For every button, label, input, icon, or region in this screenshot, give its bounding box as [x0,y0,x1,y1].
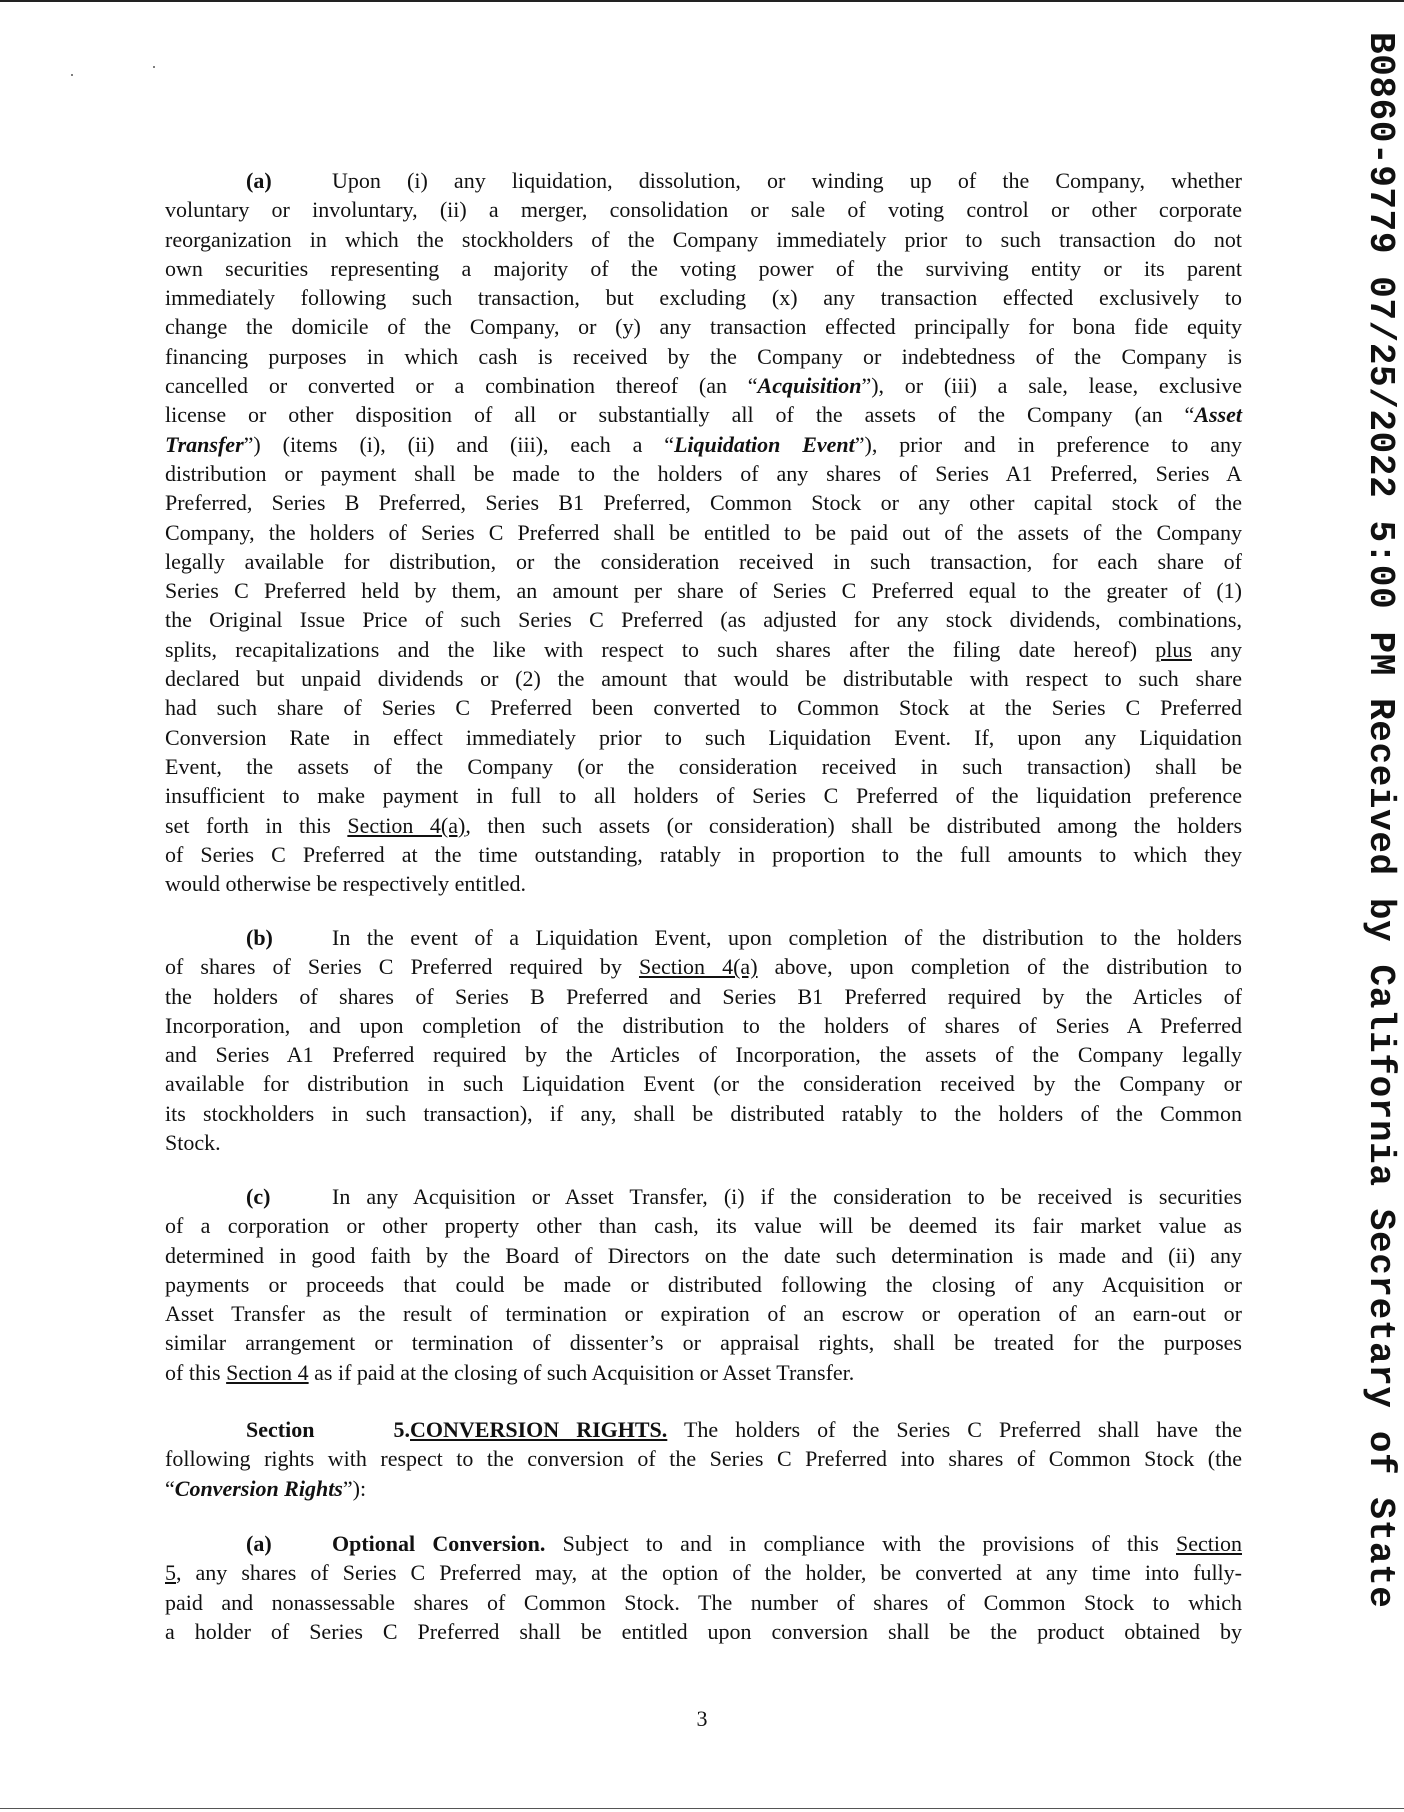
text-run: Subject to and in compliance with the provisions of this [545,1531,1176,1556]
text-run: “ [165,1475,175,1501]
section-reference: Section [1176,1531,1242,1556]
text-run: Event, the assets of the Company (or the consideration received in such transaction) shall be [165,753,1242,779]
text-run: the holders of shares of Series B Preferred and Series B1 Preferred required by the Articles of [165,983,1242,1009]
text-line [165,225,1242,254]
text-line [165,488,1242,517]
text-run: license or other disposition of all or substantially all of the assets of the Company (an “ [165,402,1195,428]
text-run: Upon (i) any liquidation, dissolution, or winding up of the Company, whether [332,168,1242,193]
text-run: Asset Transfer as the result of termination or expiration of an escrow or operation of an earn-out or [165,1301,1242,1327]
text-run: , any shares of Series C Preferred may, at the option of the holder, be converted at any time into fully- [176,1560,1242,1586]
text-line [165,312,1242,341]
text-line [165,400,1242,429]
text-run: of Series C Preferred at the time outstanding, ratably in proportion to the full amounts to which they [165,841,1242,867]
text-line [165,605,1242,634]
text-line [165,459,1242,488]
paragraph-section-4a [165,166,1242,898]
text-run: cancelled or converted or a combination thereof (an “ [165,373,758,399]
top-border [0,0,1404,2]
text-run: immediately following such transaction, but excluding (x) any transaction effected exclusively to [165,285,1242,311]
text-run: ”) (items (i), (ii) and (iii), each a “ [243,431,674,457]
text-line [165,752,1242,781]
section-label: (a) [246,168,272,193]
text-run: change the domicile of the Company, or (y) any transaction effected principally for bona fide equity [165,314,1242,340]
scan-speck [71,74,73,76]
text-line [165,664,1242,693]
text-line [165,371,1242,400]
section-reference: plus [1155,636,1192,662]
section-reference: Section 4(a) [347,812,466,838]
text-line [165,1241,1242,1270]
section-reference: Section 4 [226,1359,309,1385]
text-line [165,840,1242,869]
paragraph-section-4c [165,1182,1242,1387]
section-reference: Section 4(a) [639,954,758,980]
text-line [165,576,1242,605]
text-run: determined in good faith by the Board of Directors on the date such determination is made and (ii) any [165,1242,1242,1268]
filing-stamp: B0860-9779 07/25/2022 5:00 PM Received by California Secretary of State [1360,32,1401,1609]
text-run: the Original Issue Price of such Series C Preferred (as adjusted for any stock dividends, combinations, [165,607,1242,633]
text-run: its stockholders in such transaction), if any, shall be distributed ratably to the holders of the Common [165,1100,1242,1126]
page-number: 3 [696,1706,708,1731]
text-run: available for distribution in such Liquidation Event (or the consideration received by the Company or [165,1071,1242,1097]
text-line [165,1415,1242,1444]
text-line [165,1558,1242,1587]
text-line [165,430,1242,459]
text-run: Preferred, Series B Preferred, Series B1 Preferred, Common Stock or any other capital stock of the [165,490,1242,516]
text-run: any [1191,636,1242,662]
text-line [165,1040,1242,1069]
text-line [165,1617,1242,1646]
emphasized-term: Optional Conversion. [332,1531,546,1556]
text-run: , then such assets (or consideration) shall be distributed among the holders [465,812,1243,838]
text-run: ”), or (iii) a sale, lease, exclusive [861,373,1242,399]
text-line [165,1099,1242,1128]
text-run: financing purposes in which cash is received by the Company or indebtedness of the Company is [165,343,1242,369]
text-line [165,869,1242,898]
text-line [165,342,1242,371]
text-run: declared but unpaid dividends or (2) the amount that would be distributable with respect to such share [165,666,1242,692]
paragraph-section-5 [165,1415,1242,1503]
text-run: as if paid at the closing of such Acquisition or Asset Transfer. [308,1359,855,1385]
text-line [165,952,1242,981]
emphasized-term: Transfer [165,431,244,457]
text-run: of this [165,1359,227,1385]
text-line [165,1529,1242,1558]
text-run: paid and nonassessable shares of Common Stock. The number of shares of Common Stock to which [165,1589,1242,1615]
text-line [165,195,1242,224]
text-run: Conversion Rate in effect immediately prior to such Liquidation Event. If, upon any Liquidation [165,724,1242,750]
text-run: set forth in this [165,812,348,838]
emphasized-term: Liquidation Event [673,431,855,457]
text-line [165,283,1242,312]
emphasized-term: Asset [1194,402,1242,428]
text-line [165,1444,1242,1473]
text-line [165,1474,1242,1503]
text-run: ”), prior and in preference to any [854,431,1242,457]
text-line [165,1011,1242,1040]
text-run: similar arrangement or termination of dissenter’s or appraisal rights, shall be treated for the purposes [165,1330,1242,1356]
section-label: Section 5. [246,1417,410,1442]
text-line [165,166,1242,195]
text-run: of shares of Series C Preferred required by [165,954,640,980]
paragraph-section-5a [165,1529,1242,1646]
text-run: Company, the holders of Series C Preferred shall be entitled to be paid out of the assets of the Company [165,519,1242,545]
text-line [165,254,1242,283]
text-run: above, upon completion of the distribution to [757,954,1243,980]
text-line [165,781,1242,810]
text-line [165,1128,1242,1157]
text-run: In any Acquisition or Asset Transfer, (i) if the consideration to be received is securities [332,1184,1242,1209]
text-run: would otherwise be respectively entitled. [165,871,527,897]
text-line [165,1328,1242,1357]
text-line [165,982,1242,1011]
text-run: ”): [342,1475,367,1501]
text-run: splits, recapitalizations and the like with respect to such shares after the filing date hereof) [165,636,1156,662]
emphasized-term: Conversion Rights [174,1475,343,1501]
text-line [165,1270,1242,1299]
scan-speck [153,66,155,68]
text-run: In the event of a Liquidation Event, upon completion of the distribution to the holders [332,925,1242,950]
text-run: distribution or payment shall be made to the holders of any shares of Series A1 Preferred, Series A [165,460,1242,486]
section-label: (c) [246,1184,271,1209]
text-line [165,518,1242,547]
text-line [165,723,1242,752]
text-run: and Series A1 Preferred required by the Articles of Incorporation, the assets of the Company legally [165,1042,1242,1068]
text-run: a holder of Series C Preferred shall be entitled upon conversion shall be the product obtained by [165,1618,1242,1644]
text-run: of a corporation or other property other than cash, its value will be deemed its fair market value as [165,1213,1242,1239]
text-line [165,1211,1242,1240]
text-line [165,1299,1242,1328]
text-line [165,1588,1242,1617]
text-run: voluntary or involuntary, (ii) a merger, consolidation or sale of voting control or other corporate [165,197,1242,223]
text-line [165,547,1242,576]
emphasized-term: CONVERSION RIGHTS. [410,1417,668,1442]
text-run: legally available for distribution, or the consideration received in such transaction, for each share of [165,548,1242,574]
text-run: Incorporation, and upon completion of the distribution to the holders of shares of Series A Preferred [165,1012,1242,1038]
text-run: had such share of Series C Preferred been converted to Common Stock at the Series C Preferred [165,695,1242,721]
text-run: payments or proceeds that could be made or distributed following the closing of any Acquisition or [165,1271,1242,1297]
text-line [165,1182,1242,1211]
text-line [165,693,1242,722]
section-label: (b) [246,925,273,950]
text-run: The holders of the Series C Preferred shall have the [667,1417,1242,1442]
text-line [165,811,1242,840]
text-run: insufficient to make payment in full to all holders of Series C Preferred of the liquidation preference [165,783,1242,809]
paragraph-section-4b [165,923,1242,1157]
text-line [165,923,1242,952]
emphasized-term: Acquisition [757,373,862,399]
text-run: reorganization in which the stockholders of the Company immediately prior to such transaction do not [165,226,1242,252]
text-line [165,1358,1242,1387]
bottom-border [0,1808,1404,1809]
text-run: following rights with respect to the conversion of the Series C Preferred into shares of Common Stock (the [165,1446,1242,1472]
section-label: (a) [246,1531,272,1556]
text-run: own securities representing a majority of the voting power of the surviving entity or its parent [165,255,1242,281]
text-line [165,1069,1242,1098]
text-line [165,635,1242,664]
section-reference: 5 [165,1560,176,1586]
text-run: Stock. [165,1130,221,1156]
text-run: Series C Preferred held by them, an amount per share of Series C Preferred equal to the greater of (1) [165,578,1242,604]
